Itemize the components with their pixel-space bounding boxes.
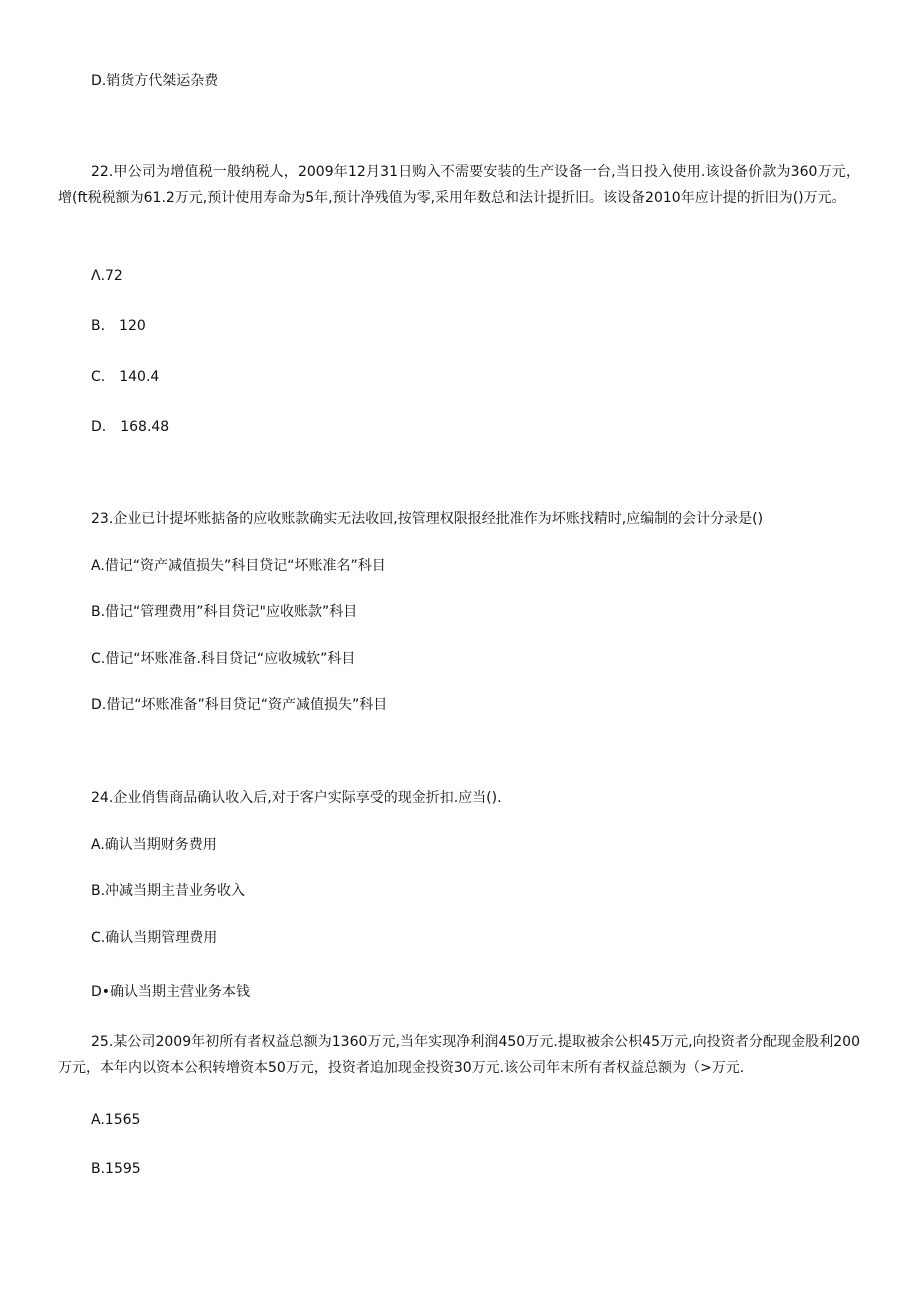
question-22-option-a: Λ.72 [91,268,123,284]
question-25-stem: 25.某公司2009年初所有者权益总额为1360万元,当年实现净利润450万元.提取被余公枳45万元,向投资者分配现金股利200万元，本年内以资本公积转增资本50万元，投资者追加现金投资30万元.该公司年末所有者权益总额为（>万元. [58,1034,860,1076]
question-24-option-a: A.确认当期财务费用 [91,837,217,853]
question-22-option-b: B. 120 [91,318,146,334]
question-23-option-d: D.借记“坏账准备”科目贷记“资产减值损失”科目 [91,697,388,713]
question-23-option-b: B.借记“管理费用”科目贷记"应收账款”科目 [91,604,358,620]
question-23-option-c: C.借记“坏账准备.科目贷记“应收城软”科目 [91,651,356,667]
question-24-option-b: B.冲减当期主昔业务收入 [91,883,246,899]
question-23-stem: 23.企业已计提坏账掂备的应收账款确实无法收回,按管理权限报经批准作为坏账找精时,应编制的会计分录是() [91,511,764,527]
question-24-stem: 24.企业俏售商品确认收入后,对于客户实际享受的现金折扣.应当(). [91,790,502,806]
prev-question-option-d: D.销货方代桀运杂费 [91,73,219,89]
question-25-option-b: B.1595 [91,1161,141,1177]
question-24-option-d: D•确认当期主营业务本钱 [91,984,251,1000]
question-22-option-d: D. 168.48 [91,419,170,435]
question-25-option-a: A.1565 [91,1112,141,1128]
question-24-option-c: C.确认当期管理费用 [91,930,218,946]
question-22-option-c: C. 140.4 [91,369,160,385]
question-23-option-a: A.借记“资产减值损失”科目贷记“坏账准名”科目 [91,558,386,574]
question-22-stem: 22.甲公司为增值税一般纳税人，2009年12月31日购入不需要安装的生产设备一台,当日投入使用.该设备价款为360万元，增(ft税税额为61.2万元,预计使用寿命为5年,预计净残值为零,采用年数总和法计提折旧。该设备2010年应计提的折旧为()万元。 [58,164,860,206]
